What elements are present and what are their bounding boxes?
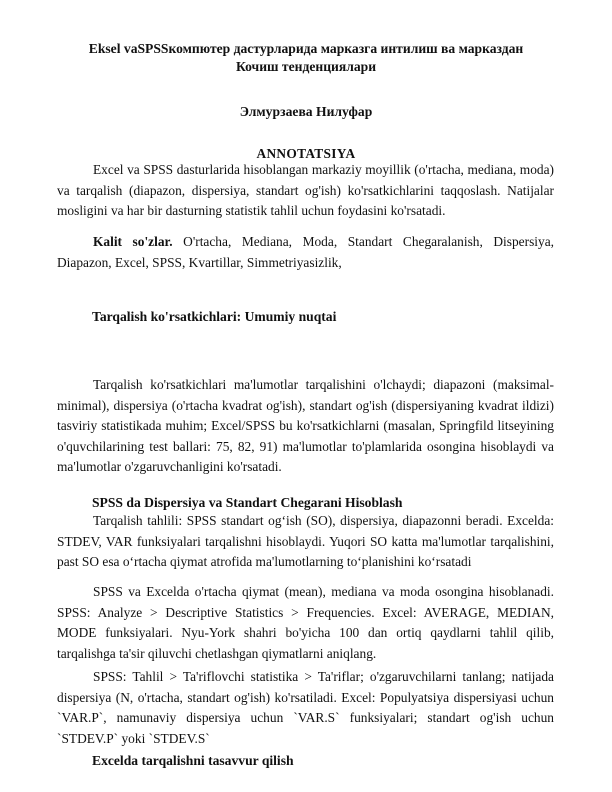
abstract-heading: ANNOTATSIYA bbox=[256, 146, 356, 161]
keywords-paragraph bbox=[57, 232, 554, 273]
keywords-text: O'rtacha, Mediana, Moda, Standart Chegaralanish, Dispersiya, Diapazon, Excel, SPSS, Kvartillar, Simmetriyasizlik, bbox=[57, 234, 554, 270]
section-heading-dispersion-overview: Tarqalish ko'rsatkichlari: Umumiy nuqtai bbox=[92, 309, 337, 324]
section-heading-spss-dispersion: SPSS da Dispersiya va Standart Chegarani Hisoblash bbox=[92, 495, 403, 510]
abstract-text: Excel va SPSS dasturlarida hisoblangan markaziy moyillik (o'rtacha, mediana, moda) va tarqalish (diapazon, dispersiya, standart og'ish) ko'rsatkichlarini taqqoslash. Natijalar mosligini va har bir dasturning statistik tahlil uchun foydasini ko'rsatadi. bbox=[57, 162, 554, 218]
author-name: Элмурзаева Нилуфар bbox=[239, 104, 373, 119]
section1-paragraph: Tarqalish ko'rsatkichlari ma'lumotlar tarqalishini o'lchaydi; diapazoni (maksimal-minimal), dispersiya (o'rtacha kvadrat og'ish), standart og'ish (dispersiyaning kvadrat ildizi) tasviriy statistikada muhim; Excel/SPSS bu ko'rsatkichlarni (masalan, Springfild litseyining o'quvchilarining test ballari: 75, 82, 91) ma'lumotlar to'plamlarida osongina hisoblaydi va ma'lumotlar o'zgaruvchanligini ko'rsatadi. bbox=[57, 377, 554, 474]
keywords-label: Kalit so'zlar. bbox=[93, 234, 173, 249]
title-line-2: Кочиш тенденциялари bbox=[235, 59, 377, 74]
title-line-1: Eksel vaSPSSкомпютер дастурларида марказга интилиш ва марказдан bbox=[88, 41, 524, 56]
section2-paragraph-1: Tarqalish tahlili: SPSS standart og‘ish (SO), dispersiya, diapazonni beradi. Excelda: STDEV, VAR funksiyalari tarqalishni hisoblaydi. Yuqori SO katta ma'lumotlar tarqalishini, past SO esa o‘rtacha qiymat atrofida ma'lumotlarning to‘planishini ko‘rsatadi bbox=[57, 513, 554, 569]
section-heading-excel-visualization: Excelda tarqalishni tasavvur qilish bbox=[92, 753, 294, 768]
paper-title bbox=[60, 40, 552, 76]
section2-paragraph-2: SPSS va Excelda o'rtacha qiymat (mean), mediana va moda osongina hisoblanadi. SPSS: Analyze > Descriptive Statistics > Frequencies. Excel: AVERAGE, MEDIAN, MODE funksiyalari. Nyu-York shahri bo'yicha 100 dan ortiq qaydlarni tahlil qilib, tarqalishga ta'sir qiluvchi chetlashgan qiymatlarni aniqlang. bbox=[57, 584, 554, 661]
section2-paragraph-3: SPSS: Tahlil > Ta'riflovchi statistika > Ta'riflar; o'zgaruvchilarni tanlang; natijada dispersiya (N, o'rtacha, standart og'ish) ko'rsatiladi. Excel: Populyatsiya dispersiyasi uchun `VAR.P`, namunaviy dispersiya uchun `VAR.S` funksiyalari; standart og'ish uchun `STDEV.P` yoki `STDEV.S` bbox=[57, 669, 554, 746]
